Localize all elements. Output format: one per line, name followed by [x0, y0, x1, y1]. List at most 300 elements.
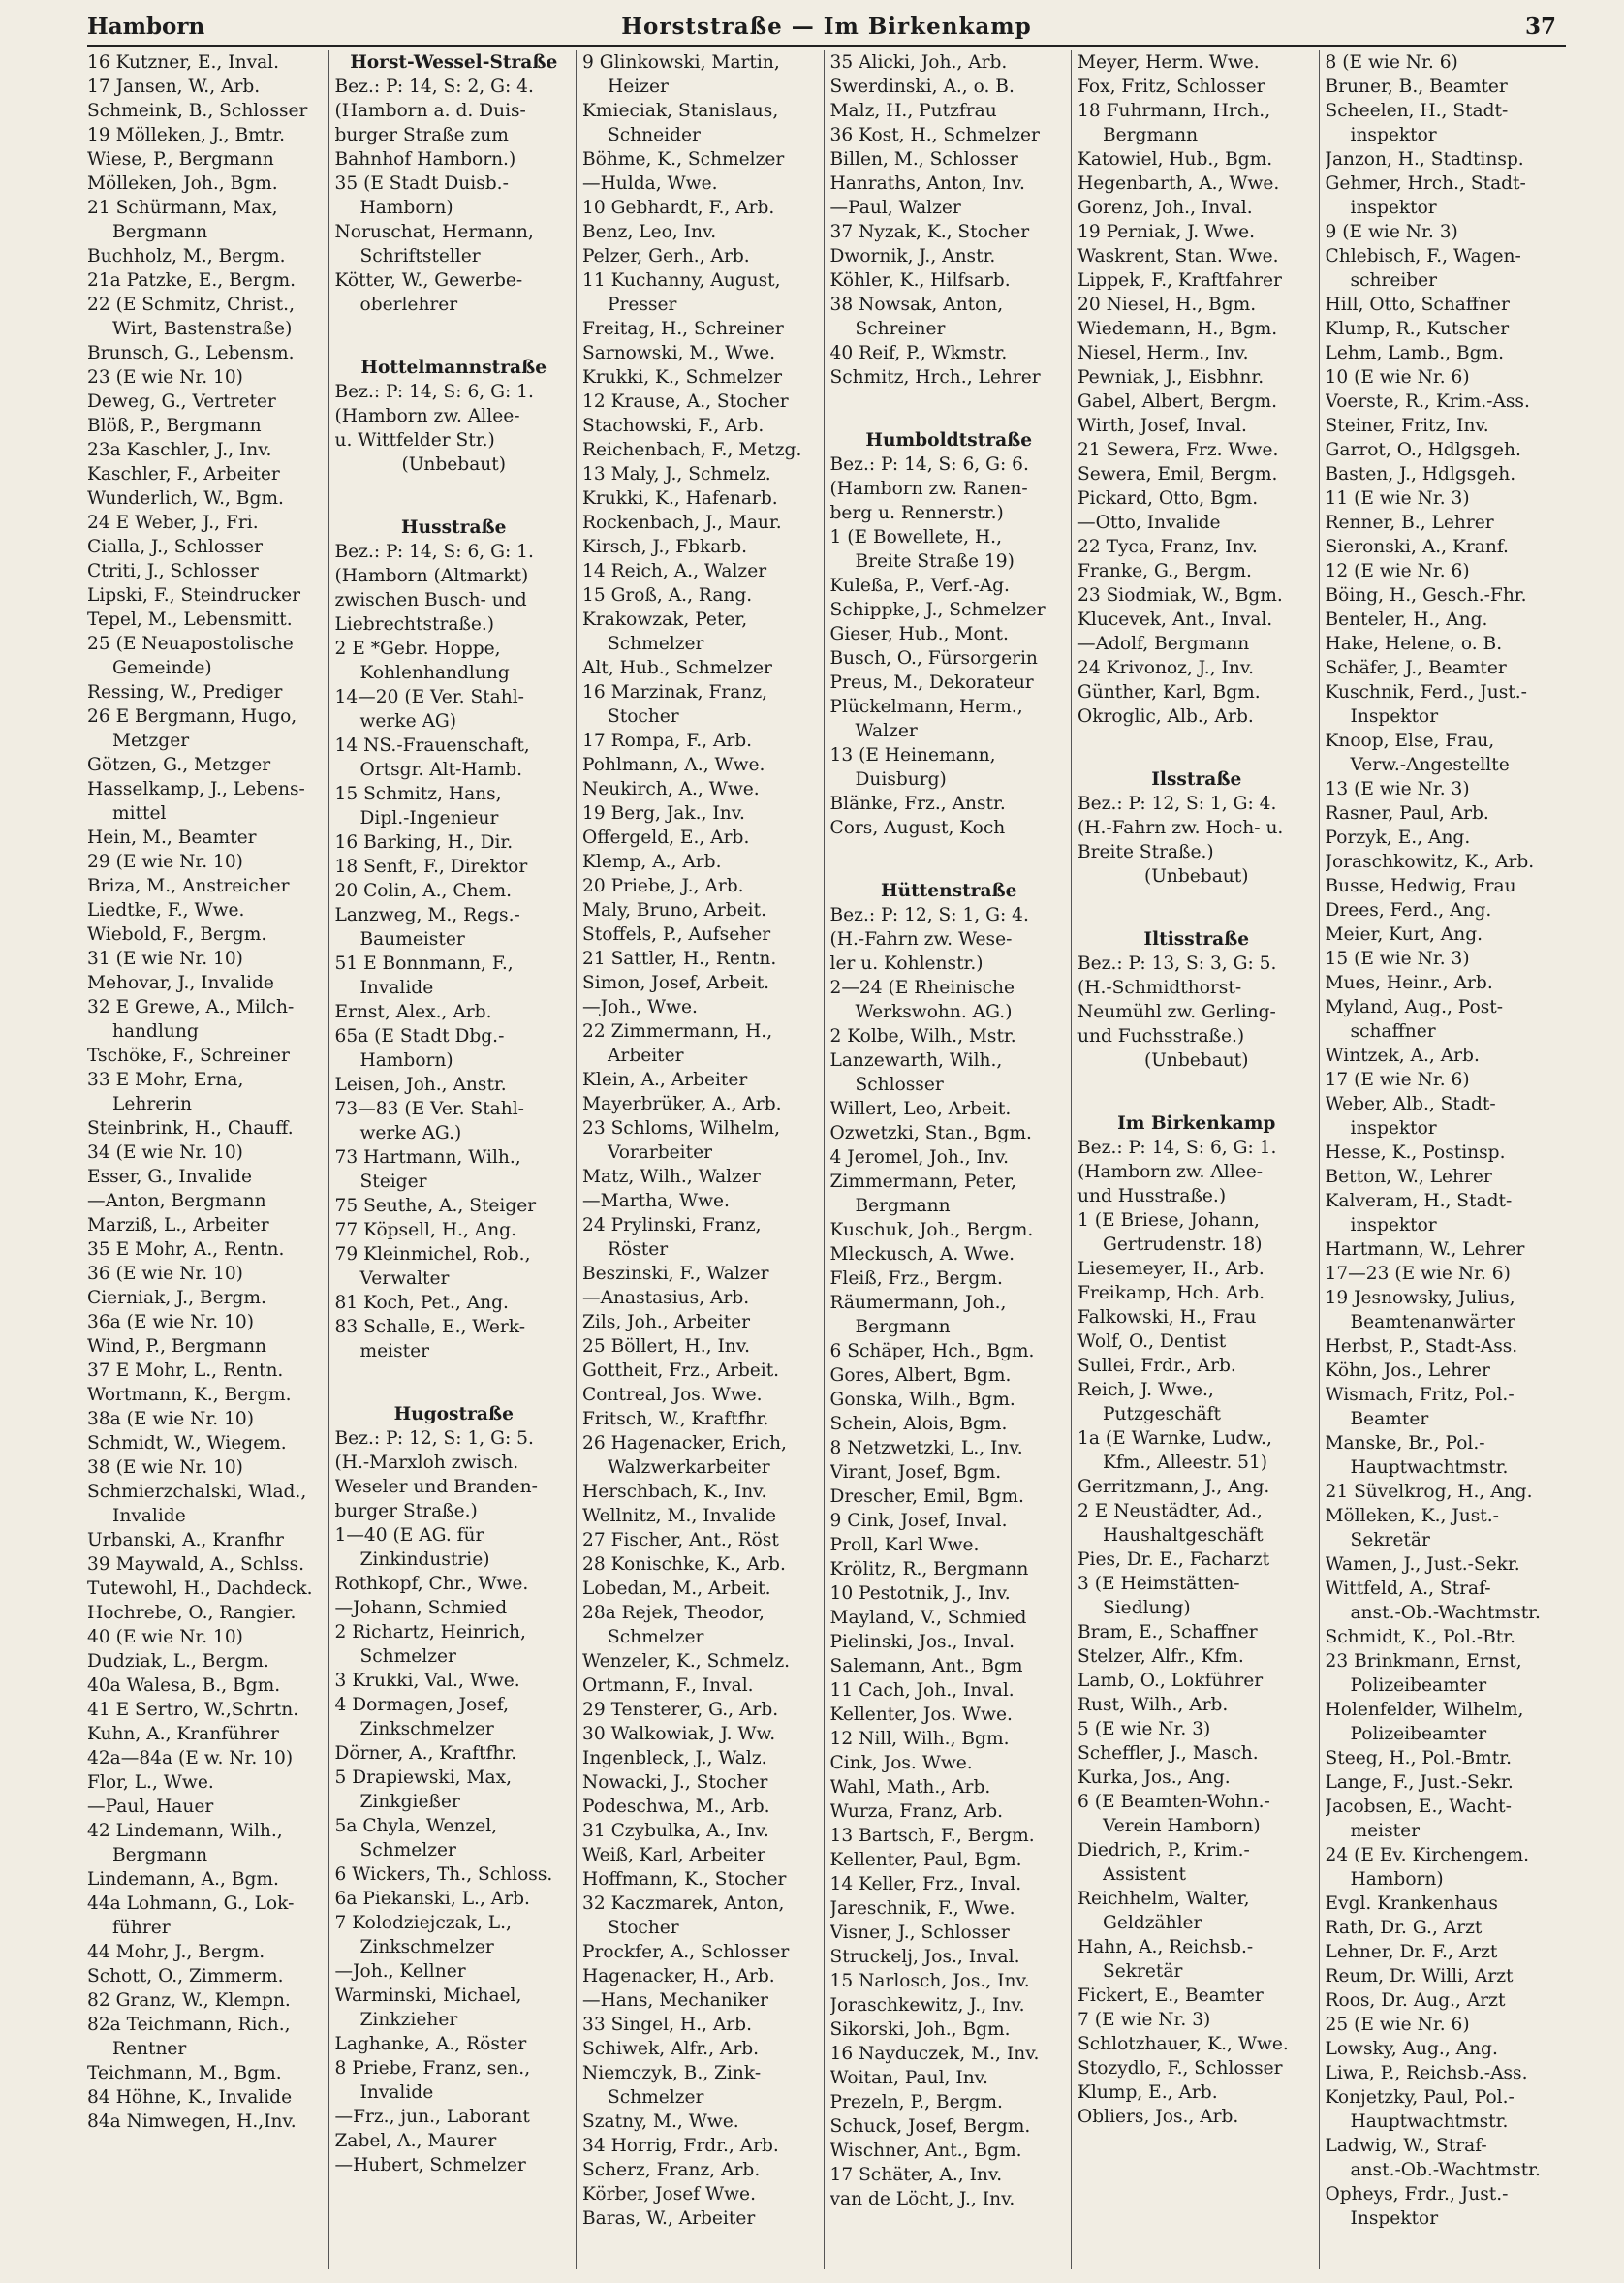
directory-entry: Rockenbach, J., Maur.: [582, 513, 782, 533]
directory-entry: Porzyk, E., Ang.: [1325, 828, 1471, 848]
directory-entry: Arbeiter: [608, 1046, 684, 1066]
directory-entry: Bez.: P: 13, S: 3, G: 5.: [1077, 954, 1277, 974]
directory-entry: Sekretär: [1350, 1530, 1430, 1550]
spacer: [335, 1383, 574, 1402]
directory-entry: Liebrechtstraße.): [334, 614, 495, 635]
directory-entry: —Otto, Invalide: [1077, 513, 1221, 533]
directory-entry: Beszinski, F., Walzer: [582, 1264, 769, 1284]
directory-entry: Wismach, Fritz, Pol.-: [1325, 1385, 1515, 1405]
directory-entry: Köhn, Jos., Lehrer: [1325, 1360, 1490, 1381]
directory-entry: 6 Wickers, Th., Schloss.: [334, 1864, 553, 1885]
directory-entry: 83 Schalle, E., Werk-: [334, 1317, 526, 1337]
directory-entry: 2 Kolbe, Wilh., Mstr.: [829, 1026, 1016, 1047]
directory-entry: Diedrich, P., Krim.-: [1077, 1840, 1250, 1861]
directory-entry: Kohlenhandlung: [359, 663, 510, 683]
spacer: [1077, 1073, 1316, 1092]
directory-entry: Dipl.-Ingenieur: [359, 808, 499, 829]
directory-entry: Leisen, Joh., Anstr.: [334, 1075, 507, 1095]
directory-entry: Podeschwa, M., Arb.: [582, 1797, 770, 1817]
spacer: [335, 477, 574, 496]
directory-entry: Scheffler, J., Masch.: [1077, 1743, 1259, 1764]
directory-entry: 4 Dormagen, Josef,: [334, 1695, 509, 1715]
directory-entry: Krukki, K., Hafenarb.: [582, 488, 778, 509]
directory-entry: Zils, Joh., Arbeiter: [582, 1312, 751, 1332]
directory-entry: Struckelj, Jos., Inval.: [829, 1947, 1020, 1967]
directory-entry: Billen, M., Schlosser: [829, 149, 1018, 170]
directory-entry: Benteler, H., Ang.: [1325, 610, 1488, 630]
directory-entry: Günther, Karl, Bgm.: [1077, 682, 1261, 703]
directory-entry: Duisburg): [855, 769, 947, 790]
directory-columns: [87, 50, 1566, 2269]
directory-entry: Hanraths, Anton, Inv.: [829, 173, 1025, 194]
directory-entry: Schreiner: [855, 319, 946, 339]
directory-entry: 24 Prylinski, Franz,: [582, 1215, 762, 1235]
directory-entry: 2 E Neustädter, Ad.,: [1077, 1501, 1263, 1521]
directory-entry: 1 (E Bowellete, H.,: [829, 527, 1002, 547]
directory-entry: Breite Straße 19): [855, 551, 1015, 572]
directory-entry: Wenzeler, K., Schmelz.: [582, 1651, 791, 1672]
directory-entry: 30 Walkowiak, J. Ww.: [582, 1724, 776, 1744]
directory-entry: Baras, W., Arbeiter: [582, 2208, 756, 2229]
directory-entry: 16 Nayduczek, M., Inv.: [829, 2044, 1040, 2064]
directory-entry: Bez.: P: 12, S: 1, G: 4.: [1077, 794, 1277, 814]
directory-entry: Bram, E., Schaffner: [1077, 1622, 1258, 1642]
directory-entry: Rothkopf, Chr., Wwe.: [334, 1574, 529, 1594]
directory-entry: 20 Niesel, H., Bgm.: [1077, 295, 1257, 315]
header-left-district: Hamborn: [87, 14, 205, 40]
directory-entry: 31 (E wie Nr. 10): [87, 949, 243, 969]
directory-entry: 22 Tyca, Franz, Inv.: [1077, 537, 1258, 557]
directory-entry: Inspektor: [1350, 2208, 1439, 2229]
directory-entry: 11 (E wie Nr. 3): [1325, 488, 1470, 509]
directory-entry: —Martha, Wwe.: [582, 1191, 730, 1211]
directory-entry: Fickert, E., Beamter: [1077, 1986, 1264, 2006]
directory-entry: Liedtke, F., Wwe.: [87, 900, 245, 921]
directory-entry: 34 Horrig, Frdr., Arb.: [582, 2136, 779, 2156]
directory-entry: Noruschat, Hermann,: [334, 222, 534, 242]
directory-entry: 37 E Mohr, L., Rentn.: [87, 1360, 284, 1381]
directory-entry: Gehmer, Hrch., Stadt-: [1325, 173, 1526, 194]
directory-entry: Cierniak, J., Bergm.: [87, 1288, 266, 1308]
directory-entry: Herschbach, K., Inv.: [582, 1482, 767, 1502]
directory-entry: Verein Hamborn): [1103, 1816, 1261, 1836]
directory-entry: 22 Zimmermann, H.,: [582, 1021, 773, 1042]
directory-entry: Hesse, K., Postinsp.: [1325, 1142, 1506, 1163]
directory-entry: 79 Kleinmichel, Rob.,: [334, 1244, 531, 1265]
directory-entry: Warminski, Michael,: [334, 1986, 522, 2006]
spacer: [335, 496, 574, 516]
directory-entry: 21a Patzke, E., Bergm.: [87, 270, 297, 291]
directory-entry: Tutewohl, H., Dachdeck.: [87, 1579, 313, 1599]
directory-entry: Wintzek, A., Arb.: [1325, 1046, 1480, 1066]
directory-entry: Dudziak, L., Bergm.: [87, 1651, 269, 1672]
directory-entry: 19 Berg, Jak., Inv.: [582, 803, 745, 824]
directory-entry: Breite Straße.): [1077, 842, 1214, 862]
directory-entry: Tschöke, F., Schreiner: [87, 1046, 290, 1066]
directory-entry: Stocher: [608, 706, 679, 727]
directory-entry: 15 (E wie Nr. 3): [1325, 949, 1470, 969]
spacer: [1077, 1092, 1316, 1111]
directory-entry: Liesemeyer, H., Arb.: [1077, 1259, 1265, 1279]
directory-entry: 14 Reich, A., Walzer: [582, 561, 767, 581]
directory-entry: 12 Krause, A., Stocher: [582, 391, 789, 412]
directory-entry: Vorarbeiter: [608, 1142, 712, 1163]
directory-entry: Bergmann: [1103, 125, 1199, 145]
directory-entry: Gonska, Wilh., Bgm.: [829, 1390, 1015, 1410]
directory-entry: Sieronski, A., Kranf.: [1325, 537, 1509, 557]
directory-entry: Fox, Fritz, Schlosser: [1077, 77, 1265, 97]
directory-entry: Teichmann, M., Bgm.: [87, 2063, 282, 2083]
directory-entry: Schiwek, Alfr., Arb.: [582, 2039, 760, 2059]
directory-entry: Sullei, Frdr., Arb.: [1077, 1356, 1236, 1376]
directory-entry: 22 (E Schmitz, Christ.,: [87, 295, 295, 315]
directory-entry: 21 Sewera, Frz. Wwe.: [1077, 440, 1279, 460]
directory-entry: Geldzähler: [1103, 1913, 1202, 1933]
directory-entry: oberlehrer: [359, 295, 458, 315]
directory-entry: Ortmann, F., Inval.: [582, 1675, 754, 1696]
directory-entry: Wortmann, K., Bergm.: [87, 1385, 292, 1405]
directory-entry: Steinbrink, H., Chauff.: [87, 1118, 294, 1139]
directory-entry: Proll, Karl Wwe.: [829, 1535, 980, 1555]
directory-entry: inspektor: [1350, 125, 1437, 145]
directory-entry: Schmelzer: [359, 1840, 456, 1861]
directory-entry: 5a Chyla, Wenzel,: [334, 1816, 498, 1836]
directory-entry: Hauptwachtmstr.: [1350, 1457, 1509, 1478]
directory-entry: 73—83 (E Ver. Stahl-: [334, 1099, 524, 1119]
directory-entry: Pewniak, J., Eisbhnr.: [1077, 367, 1265, 388]
directory-entry: Werkswohn. AG.): [855, 1002, 1013, 1022]
directory-entry: Kmieciak, Stanislaus,: [582, 101, 779, 121]
directory-entry: 44a Lohmann, G., Lok-: [87, 1893, 295, 1914]
directory-entry: Schriftsteller: [359, 246, 481, 266]
street-heading: Humboldtstraße: [865, 430, 1033, 451]
directory-entry: —Hans, Mechaniker: [582, 1990, 768, 2011]
directory-entry: Bergmann: [855, 1317, 951, 1337]
directory-entry: Szatny, M., Wwe.: [582, 2111, 739, 2132]
directory-entry: 19 Mölleken, J., Bmtr.: [87, 125, 286, 145]
directory-entry: führer: [112, 1918, 171, 1938]
directory-entry: Liwa, P., Reichsb.-Ass.: [1325, 2063, 1528, 2083]
directory-entry: 38 (E wie Nr. 10): [87, 1457, 243, 1478]
directory-entry: 18 Senft, F., Direktor: [334, 857, 528, 877]
directory-entry: Wellnitz, M., Invalide: [582, 1506, 776, 1526]
directory-entry: Kellenter, Jos. Wwe.: [829, 1704, 1013, 1725]
street-heading: Iltisstraße: [1143, 929, 1250, 950]
directory-entry: Drees, Ferd., Ang.: [1325, 900, 1492, 921]
directory-entry: 16 Marzinak, Franz,: [582, 682, 768, 703]
directory-entry: Briza, M., Anstreicher: [87, 876, 290, 896]
directory-entry: Bez.: P: 14, S: 6, G: 6.: [829, 454, 1029, 475]
directory-entry: und Husstraße.): [1077, 1186, 1227, 1206]
directory-entry: Renner, B., Lehrer: [1325, 513, 1494, 533]
directory-entry: Schmeink, B., Schlosser: [87, 101, 308, 121]
directory-entry: Drescher, Emil, Bgm.: [829, 1486, 1024, 1507]
directory-entry: (H.-Fahrn zw. Wese-: [829, 929, 1013, 950]
directory-entry: 17 Rompa, F., Arb.: [582, 731, 753, 751]
directory-entry: 21 Schürmann, Max,: [87, 198, 278, 218]
directory-entry: Zinkzieher: [359, 2010, 458, 2030]
directory-entry: Wahl, Math., Arb.: [829, 1777, 991, 1798]
directory-entry: —Anastasius, Arb.: [582, 1288, 750, 1308]
directory-entry: Gores, Albert, Bgm.: [829, 1365, 1012, 1386]
directory-entry: 8 Netzwetzki, L., Inv.: [829, 1438, 1023, 1458]
directory-entry: Zinkschmelzer: [359, 1937, 494, 1957]
directory-entry: (Hamborn (Altmarkt): [334, 566, 529, 586]
directory-entry: 65a (E Stadt Dbg.-: [334, 1026, 505, 1047]
directory-entry: Dörner, A., Kraftfhr.: [334, 1743, 517, 1764]
spacer: [830, 840, 1069, 860]
directory-entry: Mölleken, Joh., Bgm.: [87, 173, 278, 194]
directory-entry: Hahn, A., Reichsb.-: [1077, 1937, 1254, 1957]
directory-entry: Zinkindustrie): [359, 1549, 490, 1570]
directory-entry: Schlotzhauer, K., Wwe.: [1077, 2034, 1289, 2054]
directory-entry: 75 Seuthe, A., Steiger: [334, 1196, 537, 1216]
street-note: (Unbebaut): [1144, 1050, 1249, 1071]
directory-entry: 25 Böllert, H., Inv.: [582, 1336, 750, 1357]
directory-entry: 21 Süvelkrog, H., Ang.: [1325, 1482, 1533, 1502]
directory-entry: Hartmann, W., Lehrer: [1325, 1239, 1525, 1260]
directory-entry: 35 E Mohr, A., Rentn.: [87, 1239, 285, 1260]
directory-entry: inspektor: [1350, 1118, 1437, 1139]
directory-entry: Gottheit, Frz., Arbeit.: [582, 1360, 780, 1381]
directory-entry: Krölitz, R., Bergmann: [829, 1559, 1029, 1579]
directory-entry: Schmelzer: [608, 1627, 704, 1647]
directory-entry: Basten, J., Hdlgsgeh.: [1325, 464, 1516, 485]
directory-entry: 6a Piekanski, L., Arb.: [334, 1889, 530, 1909]
directory-entry: Joraschkewitz, J., Inv.: [829, 1995, 1025, 2016]
directory-entry: burger Straße.): [334, 1501, 478, 1521]
directory-entry: 13 (E Heinemann,: [829, 745, 996, 766]
directory-entry: Meyer, Herm. Wwe.: [1077, 52, 1260, 73]
directory-entry: Plückelmann, Herm.,: [829, 697, 1023, 717]
directory-entry: (Hamborn zw. Allee-: [1077, 1162, 1263, 1182]
directory-entry: Stachowski, F., Arb.: [582, 416, 765, 436]
directory-entry: Cink, Jos. Wwe.: [829, 1753, 973, 1773]
directory-entry: Böing, H., Gesch.-Fhr.: [1325, 585, 1527, 606]
directory-entry: Pickard, Otto, Bgm.: [1077, 488, 1259, 509]
directory-entry: Matz, Wilh., Walzer: [582, 1167, 761, 1187]
directory-entry: 23 Schloms, Wilhelm,: [582, 1118, 780, 1139]
directory-entry: 42 Lindemann, Wilh.,: [87, 1821, 283, 1841]
directory-entry: Reich, J. Wwe.,: [1077, 1380, 1214, 1400]
directory-entry: Lanzewarth, Wilh.,: [829, 1050, 1003, 1071]
spacer: [1077, 748, 1316, 767]
directory-entry: Rust, Wilh., Arb.: [1077, 1695, 1229, 1715]
directory-entry: —Frz., jun., Laborant: [334, 2107, 530, 2127]
directory-entry: 28a Rejek, Theodor,: [582, 1603, 765, 1623]
directory-entry: 13 Maly, J., Schmelz.: [582, 464, 771, 485]
directory-entry: Virant, Josef, Bgm.: [829, 1462, 1002, 1483]
directory-entry: Schneider: [608, 125, 701, 145]
directory-entry: Janzon, H., Stadtinsp.: [1325, 149, 1524, 170]
directory-entry: 23 Siodmiak, W., Bgm.: [1077, 585, 1283, 606]
directory-entry: 19 Perniak, J. Wwe.: [1077, 222, 1256, 242]
directory-entry: Mayland, V., Schmied: [829, 1608, 1027, 1628]
directory-entry: 77 Köpsell, H., Ang.: [334, 1220, 516, 1240]
directory-entry: Bergmann: [855, 1196, 951, 1216]
street-heading: Hottelmannstraße: [360, 358, 547, 378]
directory-entry: Urbanski, A., Kranfhr: [87, 1530, 284, 1550]
spacer: [1077, 889, 1316, 908]
directory-entry: Freitag, H., Schreiner: [582, 319, 784, 339]
directory-entry: Bez.: P: 14, S: 2, G: 4.: [334, 77, 534, 97]
directory-entry: Siedlung): [1103, 1598, 1191, 1618]
directory-entry: Klemp, A., Arb.: [582, 852, 722, 872]
directory-entry: Bez.: P: 12, S: 1, G: 4.: [829, 905, 1029, 925]
directory-entry: Sekretär: [1103, 1961, 1183, 1982]
directory-entry: 25 (E wie Nr. 6): [1325, 2015, 1470, 2035]
directory-entry: Malz, H., Putzfrau: [829, 101, 997, 121]
directory-entry: 26 E Bergmann, Hugo,: [87, 706, 297, 727]
directory-entry: Mehovar, J., Invalide: [87, 973, 274, 993]
directory-entry: Walzer: [855, 721, 918, 741]
directory-entry: Stozydlo, F., Schlosser: [1077, 2058, 1283, 2079]
directory-entry: Schippke, J., Schmelzer: [829, 600, 1046, 620]
directory-entry: Hake, Helene, o. B.: [1325, 634, 1503, 654]
directory-entry: 5 Drapiewski, Max,: [334, 1767, 512, 1788]
directory-entry: Garrot, O., Hdlgsgeh.: [1325, 440, 1521, 460]
directory-entry: Rasner, Paul, Arb.: [1325, 803, 1489, 824]
directory-entry: 13 (E wie Nr. 3): [1325, 779, 1470, 799]
directory-entry: Deweg, G., Vertreter: [87, 391, 276, 412]
directory-entry: 36 (E wie Nr. 10): [87, 1264, 243, 1284]
directory-entry: —Paul, Hauer: [87, 1797, 214, 1817]
directory-entry: anst.-Ob.-Wachtmstr.: [1350, 1603, 1541, 1623]
directory-entry: 17—23 (E wie Nr. 6): [1325, 1264, 1511, 1284]
directory-entry: (H.-Fahrn zw. Hoch- u.: [1077, 818, 1284, 838]
directory-entry: Schlosser: [855, 1075, 944, 1095]
directory-entry: Pelzer, Gerh., Arb.: [582, 246, 750, 266]
directory-entry: (Hamborn zw. Allee-: [334, 406, 520, 426]
directory-entry: schaffner: [1350, 1021, 1436, 1042]
street-note: (Unbebaut): [401, 454, 506, 475]
directory-entry: 42a—84a (E w. Nr. 10): [87, 1748, 294, 1768]
directory-entry: Fleiß, Frz., Bergm.: [829, 1268, 1003, 1289]
directory-entry: 38a (E wie Nr. 10): [87, 1409, 255, 1429]
directory-entry: Bez.: P: 14, S: 6, G: 1.: [1077, 1138, 1277, 1158]
directory-entry: Schott, O., Zimmerm.: [87, 1966, 284, 1986]
directory-entry: 31 Czybulka, A., Inv.: [582, 1821, 769, 1841]
directory-entry: Götzen, G., Metzger: [87, 755, 271, 775]
directory-entry: Holenfelder, Wilhelm,: [1325, 1700, 1524, 1720]
directory-entry: Beamtenanwärter: [1350, 1312, 1515, 1332]
directory-entry: 82a Teichmann, Rich.,: [87, 2015, 291, 2035]
directory-entry: 40 Reif, P., Wkmstr.: [829, 343, 1008, 363]
directory-entry: 14 NS.-Frauenschaft,: [334, 735, 530, 756]
directory-entry: Wunderlich, W., Bgm.: [87, 488, 284, 509]
directory-entry: Baumeister: [359, 929, 465, 950]
directory-entry: Waskrent, Stan. Wwe.: [1077, 246, 1279, 266]
directory-entry: Neukirch, A., Wwe.: [582, 779, 760, 799]
directory-entry: 20 Priebe, J., Arb.: [582, 876, 744, 896]
directory-entry: Wind, P., Bergmann: [87, 1336, 267, 1357]
directory-entry: Mues, Heinr., Arb.: [1325, 973, 1493, 993]
directory-entry: Marziß, L., Arbeiter: [87, 1215, 269, 1235]
directory-entry: Swerdinski, A., o. B.: [829, 77, 1015, 97]
directory-entry: Schäfer, J., Beamter: [1325, 658, 1507, 678]
directory-entry: Wischner, Ant., Bgm.: [829, 2141, 1022, 2161]
directory-entry: Herbst, P., Stadt-Ass.: [1325, 1336, 1518, 1357]
directory-entry: Contreal, Jos. Wwe.: [582, 1385, 763, 1405]
directory-entry: Ortsgr. Alt-Hamb.: [359, 760, 523, 780]
directory-entry: Wurza, Franz, Arb.: [829, 1801, 1004, 1822]
directory-entry: Jareschnik, F., Wwe.: [829, 1898, 1015, 1919]
directory-entry: 84a Nimwegen, H.,Inv.: [87, 2111, 297, 2132]
directory-entry: Hegenbarth, A., Wwe.: [1077, 173, 1280, 194]
directory-entry: 28 Konischke, K., Arb.: [582, 1554, 786, 1575]
directory-entry: Klump, E., Arb.: [1077, 2082, 1218, 2103]
directory-entry: 33 E Mohr, Erna,: [87, 1070, 244, 1090]
directory-entry: 34 (E wie Nr. 10): [87, 1142, 243, 1163]
directory-entry: Gieser, Hub., Mont.: [829, 624, 1009, 644]
directory-entry: 32 Kaczmarek, Anton,: [582, 1893, 785, 1914]
directory-entry: 23 (E wie Nr. 10): [87, 367, 243, 388]
directory-entry: 13 Bartsch, F., Bergm.: [829, 1826, 1035, 1846]
directory-entry: Gorenz, Joh., Inval.: [1077, 198, 1253, 218]
directory-entry: Bez.: P: 12, S: 1, G: 5.: [334, 1428, 534, 1449]
directory-entry: Steeg, H., Pol.-Bmtr.: [1325, 1748, 1513, 1768]
directory-entry: Walzwerkarbeiter: [608, 1457, 770, 1478]
directory-entry: 39 Maywald, A., Schlss.: [87, 1554, 305, 1575]
directory-entry: 9 (E wie Nr. 3): [1325, 222, 1458, 242]
directory-entry: 44 Mohr, J., Bergm.: [87, 1942, 265, 1962]
directory-entry: 17 Schäter, A., Inv.: [829, 2165, 1003, 2185]
directory-entry: Manske, Br., Pol.-: [1325, 1433, 1485, 1454]
directory-entry: Reichhelm, Walter,: [1077, 1889, 1250, 1909]
directory-entry: Maly, Bruno, Arbeit.: [582, 900, 766, 921]
directory-entry: Wolf, O., Dentist: [1077, 1331, 1227, 1352]
directory-entry: —Joh., Wwe.: [582, 997, 698, 1017]
directory-entry: Alt, Hub., Schmelzer: [582, 658, 772, 678]
directory-entry: 2 E *Gebr. Hoppe,: [334, 639, 501, 659]
street-heading: Hugostraße: [393, 1404, 514, 1424]
directory-entry: Ernst, Alex., Arb.: [334, 1002, 492, 1022]
directory-entry: 3 (E Heimstätten-: [1077, 1574, 1240, 1594]
directory-entry: Simon, Josef, Arbeit.: [582, 973, 770, 993]
directory-entry: 19 Jesnowsky, Julius,: [1325, 1288, 1515, 1308]
directory-entry: (Hamborn zw. Ranen-: [829, 479, 1028, 499]
directory-entry: 3 Krukki, Val., Wwe.: [334, 1671, 520, 1691]
directory-entry: Esser, G., Invalide: [87, 1167, 252, 1187]
directory-entry: Assistent: [1103, 1864, 1186, 1885]
directory-entry: Sarnowski, M., Wwe.: [582, 343, 776, 363]
spacer: [1077, 729, 1316, 748]
directory-entry: burger Straße zum: [334, 125, 509, 145]
directory-entry: Schmierzchalski, Wlad.,: [87, 1482, 307, 1502]
directory-entry: Wirt, Bastenstraße): [112, 319, 293, 339]
directory-entry: Kalveram, H., Stadt-: [1325, 1191, 1513, 1211]
directory-entry: Wiedemann, H., Bgm.: [1077, 319, 1278, 339]
directory-entry: Lamb, O., Lokführer: [1077, 1671, 1264, 1691]
directory-entry: Pies, Dr. E., Facharzt: [1077, 1549, 1270, 1570]
directory-entry: 1 (E Briese, Johann,: [1077, 1210, 1260, 1231]
directory-entry: Katowiel, Hub., Bgm.: [1077, 149, 1273, 170]
directory-entry: Evgl. Krankenhaus: [1325, 1893, 1498, 1914]
directory-entry: Schmidt, W., Wiegem.: [87, 1433, 287, 1454]
directory-entry: 33 Singel, H., Arb.: [582, 2015, 752, 2035]
directory-entry: Prezeln, P., Bergm.: [829, 2092, 1003, 2112]
page-number: 37: [1524, 14, 1556, 40]
directory-entry: Invalide: [112, 1506, 186, 1526]
directory-entry: Wiebold, F., Bergm.: [87, 924, 267, 945]
directory-entry: Reichenbach, F., Metzg.: [582, 440, 802, 460]
directory-entry: —Hulda, Wwe.: [582, 173, 718, 194]
directory-entry: 24 (E Ev. Kirchengem.: [1325, 1845, 1530, 1865]
column-4: [824, 50, 1072, 2269]
directory-entry: 35 Alicki, Joh., Arb.: [829, 52, 1008, 73]
spacer: [335, 317, 574, 336]
spacer: [830, 860, 1069, 879]
